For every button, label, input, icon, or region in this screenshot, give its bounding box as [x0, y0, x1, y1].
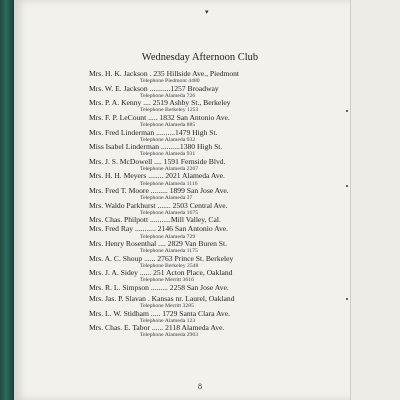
member-name-address: Mrs. Jas. P. Slavan . Kansas nr. Laurel, Oakland — [89, 293, 235, 303]
member-name-address: Miss Isabel Linderman ..........1380 High St. — [89, 142, 223, 152]
binding-holes — [346, 0, 354, 400]
list-item — [0, 114, 400, 129]
list-item — [0, 255, 400, 270]
member-telephone: Telephone Piedmont 4480 — [140, 78, 200, 85]
member-name-address: Mrs. Fred T. Moore ......... 1899 San Jose Ave. — [89, 186, 229, 196]
member-telephone: Telephone Alameda 729 — [140, 233, 196, 240]
member-name-address: Mrs. Fred Linderman ..........1479 High St. — [89, 127, 218, 137]
member-telephone: Telephone Alameda 1175 — [140, 248, 198, 255]
member-telephone: Telephone Merritt 3285 — [140, 303, 194, 310]
member-telephone: Telephone Alameda 2267 — [140, 165, 199, 172]
member-telephone: Telephone Merritt 3616 — [140, 277, 194, 284]
member-telephone: Telephone Alameda 726 — [140, 92, 196, 99]
member-name-address: Mrs. P. A. Kenny .... 2519 Ashby St., Berkeley — [89, 98, 231, 108]
member-name-address: Mrs. J. A. Sidey ...... 251 Acton Place, Oakland — [89, 268, 233, 278]
member-name-address: Mrs. H. K. Jackson . 235 Hillside Ave., Piedmont — [89, 69, 240, 78]
member-telephone: Telephone Alameda 931 — [140, 151, 196, 158]
member-telephone: Telephone Berkeley 1253 — [140, 107, 199, 114]
list-item — [0, 99, 400, 114]
member-telephone: Telephone Alameda 1675 — [140, 209, 199, 216]
list-item — [0, 324, 400, 339]
page-number: 8 — [198, 382, 202, 391]
list-item — [0, 310, 400, 325]
member-telephone: Telephone Berkeley 2548 — [140, 262, 199, 269]
member-name-address: Mrs. W. E. Jackson ...........1257 Broadway — [89, 83, 219, 93]
list-item — [0, 143, 400, 158]
member-name-address: Mrs. Waldo Parkhurst ....... 2503 Central Ave. — [89, 200, 228, 210]
list-item — [0, 295, 400, 310]
page-title: Wednesday Afternoon Club — [141, 52, 259, 63]
member-telephone: Telephone Alameda 932 — [140, 136, 196, 143]
list-item — [0, 225, 400, 240]
member-name-address: Mrs. F. P. LeCount ..... 1832 San Antonio Ave. — [89, 112, 230, 122]
list-item — [0, 202, 400, 217]
member-name-address: Mrs. Chas. Philpott ...........Mill Valley, Cal. — [89, 215, 221, 225]
member-telephone: Telephone Alameda 2903 — [140, 332, 199, 339]
member-name-address: Mrs. Chas. E. Tabor ...... 2118 Alameda Ave. — [89, 323, 225, 333]
list-item — [0, 187, 400, 202]
binding-hole — [346, 298, 348, 300]
member-name-address: Mrs. A. C. Shoup ...... 2763 Prince St. Berkeley — [89, 253, 234, 263]
top-mark: ▾ — [205, 8, 209, 16]
list-item — [0, 172, 400, 187]
member-name-address: Mrs. H. H. Meyers ........ 2021 Alameda Ave. — [89, 171, 225, 181]
list-item — [0, 129, 400, 144]
list-item — [0, 158, 400, 173]
list-item — [0, 85, 400, 100]
member-name-address: Mrs. J. S. McDowell .... 1591 Fernside Blvd. — [89, 156, 226, 166]
member-telephone: Telephone Alameda 885 — [140, 122, 196, 129]
list-item — [0, 269, 400, 284]
list-item — [0, 70, 400, 85]
list-item — [0, 240, 400, 255]
member-telephone: Telephone Alameda 1116 — [140, 180, 198, 187]
member-telephone: Telephone Alameda 37 — [140, 195, 193, 202]
member-name-address: Mrs. R. L. Simpson ......... 2258 San Jose Ave. — [89, 282, 229, 292]
binding-hole — [346, 185, 348, 187]
member-list — [0, 70, 400, 339]
member-name-address: Mrs. Henry Rosenthal .... 2829 Van Buren St. — [89, 239, 228, 249]
binding-hole — [346, 110, 348, 112]
member-telephone: Telephone Alameda 123 — [140, 317, 196, 324]
member-name-address: Mrs. L. W. Stidham ..... 1729 Santa Clara Ave. — [89, 308, 230, 318]
member-name-address: Mrs. Fred Ray ........... 2146 San Antonio Ave. — [89, 224, 229, 234]
